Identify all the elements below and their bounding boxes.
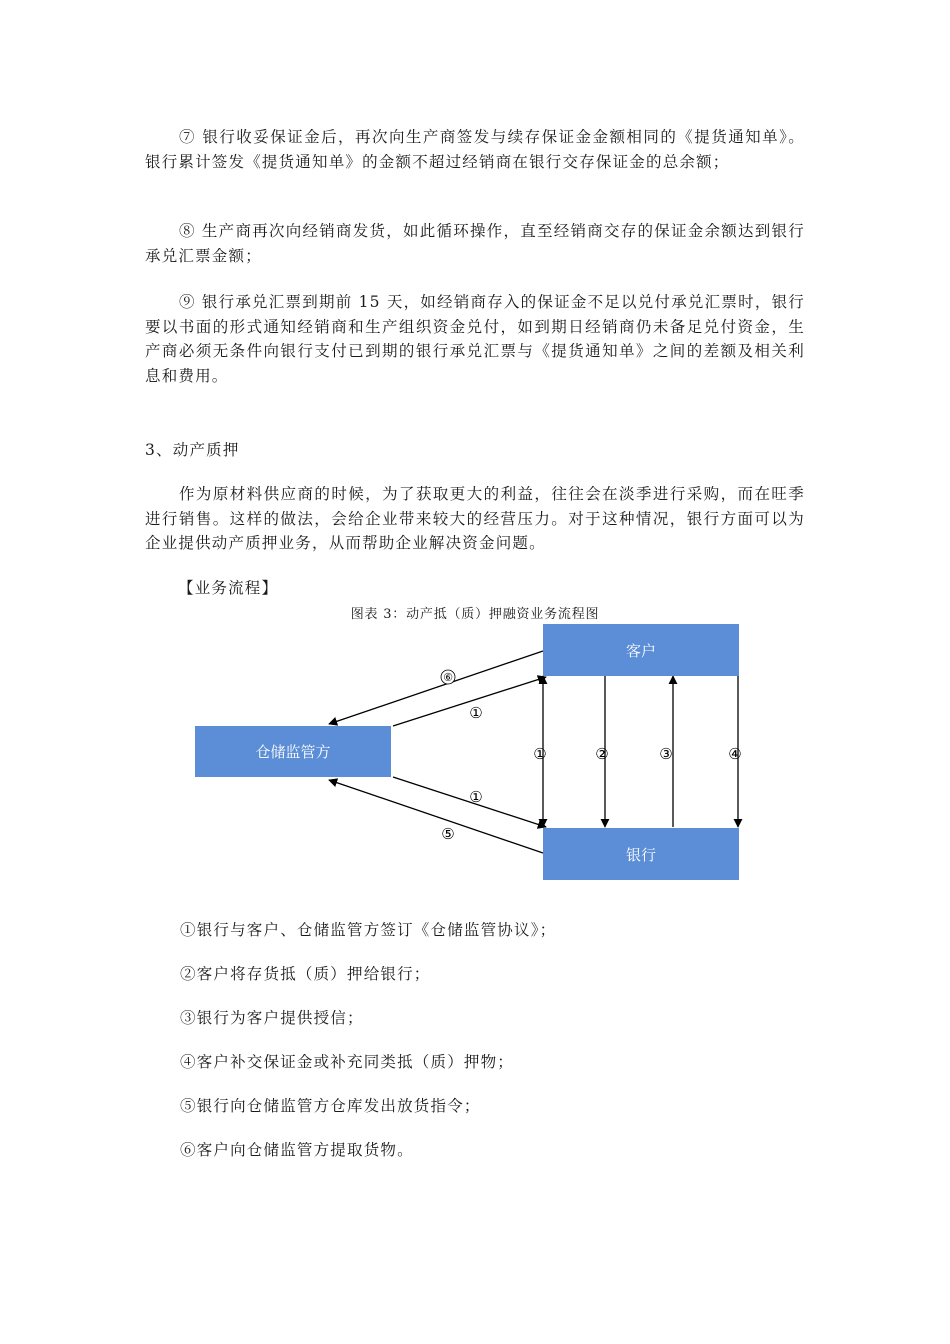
diagram-caption: 图表 3：动产抵（质）押融资业务流程图 bbox=[350, 607, 600, 622]
label-v3: ③ bbox=[659, 745, 673, 763]
flow-label: 【业务流程】 bbox=[178, 579, 279, 597]
label-v1: ① bbox=[533, 745, 547, 763]
label-1-top: ① bbox=[469, 704, 483, 722]
node-customer: 客户 bbox=[543, 624, 739, 676]
node-warehouse-supervisor: 仓储监管方 bbox=[195, 726, 391, 777]
step-4: ④客户补交保证金或补充同类抵（质）押物； bbox=[180, 1053, 515, 1071]
step-3: ③银行为客户提供授信； bbox=[180, 1009, 364, 1027]
step-2: ②客户将存货抵（质）押给银行； bbox=[180, 965, 431, 983]
step-1: ①银行与客户、仓储监管方签订《仓储监管协议》； bbox=[180, 921, 557, 939]
paragraph-9: ⑨ 银行承兑汇票到期前 15 天，如经销商存入的保证金不足以兑付承兑汇票时，银行要以书面的形式通知经销商和生产组织资金兑付，如到期日经销商仍未备足兑付资金，生产商必须无条件向银行支付已到期的银行承兑汇票与《提货通知单》之间的差额及相关利息和费用。 bbox=[145, 293, 805, 385]
step-6: ⑥客户向仓储监管方提取货物。 bbox=[180, 1141, 414, 1159]
label-1-bottom: ① bbox=[469, 788, 483, 806]
node-bank: 银行 bbox=[543, 828, 739, 880]
label-v2: ② bbox=[595, 745, 609, 763]
paragraph-7: ⑦ 银行收妥保证金后，再次向生产商签发与续存保证金金额相同的《提货通知单》。银行累计签发《提货通知单》的金额不超过经销商在银行交存保证金的总余额； bbox=[145, 128, 805, 171]
paragraph-8: ⑧ 生产商再次向经销商发货，如此循环操作，直至经销商交存的保证金余额达到银行承兑汇票金额； bbox=[145, 222, 805, 265]
label-6-top: ⑥ bbox=[443, 671, 453, 684]
section-intro: 作为原材料供应商的时候，为了获取更大的利益，往往会在淡季进行采购，而在旺季进行销售。这样的做法，会给企业带来较大的经营压力。对于这种情况，银行方面可以为企业提供动产质押业务，从而帮助企业解决资金问题。 bbox=[145, 485, 805, 552]
arrow-customer-to-warehouse bbox=[329, 651, 543, 724]
label-5: ⑤ bbox=[441, 825, 455, 843]
label-v4: ④ bbox=[728, 745, 742, 763]
section-heading: 3、动产质押 bbox=[145, 441, 240, 459]
step-5: ⑤银行向仓储监管方仓库发出放货指令； bbox=[180, 1097, 481, 1115]
